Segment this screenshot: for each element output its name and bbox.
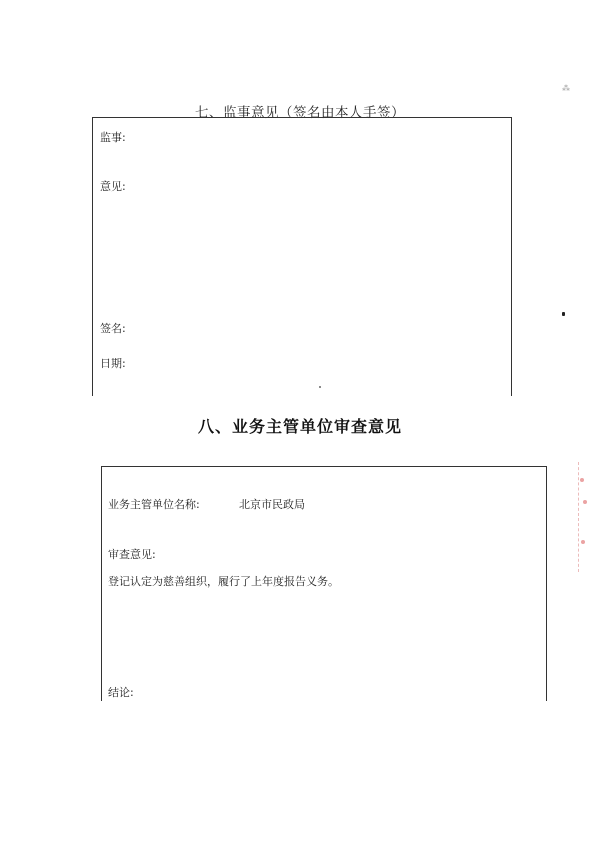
scan-artifact-mark: ⁂	[562, 84, 570, 93]
scan-artifact-dot	[562, 312, 565, 316]
stamp-edge-dot	[581, 540, 585, 544]
supervisor-opinion-box	[92, 117, 512, 396]
supervisor-label: 监事:	[100, 131, 126, 144]
section-7-title: 七、监事意见（签名由本人手签）	[195, 105, 405, 121]
date-label: 日期:	[100, 357, 126, 370]
section-8-title: 八、业务主管单位审查意见	[197, 417, 402, 436]
review-opinion-label: 审查意见:	[108, 548, 156, 561]
review-opinion-text: 登记认定为慈善组织，履行了上年度报告义务。	[108, 575, 339, 588]
scan-artifact-speck	[319, 386, 321, 388]
unit-name-value: 北京市民政局	[239, 498, 305, 511]
review-opinion-box	[101, 466, 547, 701]
stamp-edge-dot	[583, 500, 587, 504]
stamp-edge-dot	[580, 478, 584, 482]
unit-name-label: 业务主管单位名称:	[108, 498, 200, 511]
opinion-label: 意见:	[100, 180, 126, 193]
conclusion-label: 结论:	[108, 686, 134, 699]
signature-label: 签名:	[100, 322, 126, 335]
